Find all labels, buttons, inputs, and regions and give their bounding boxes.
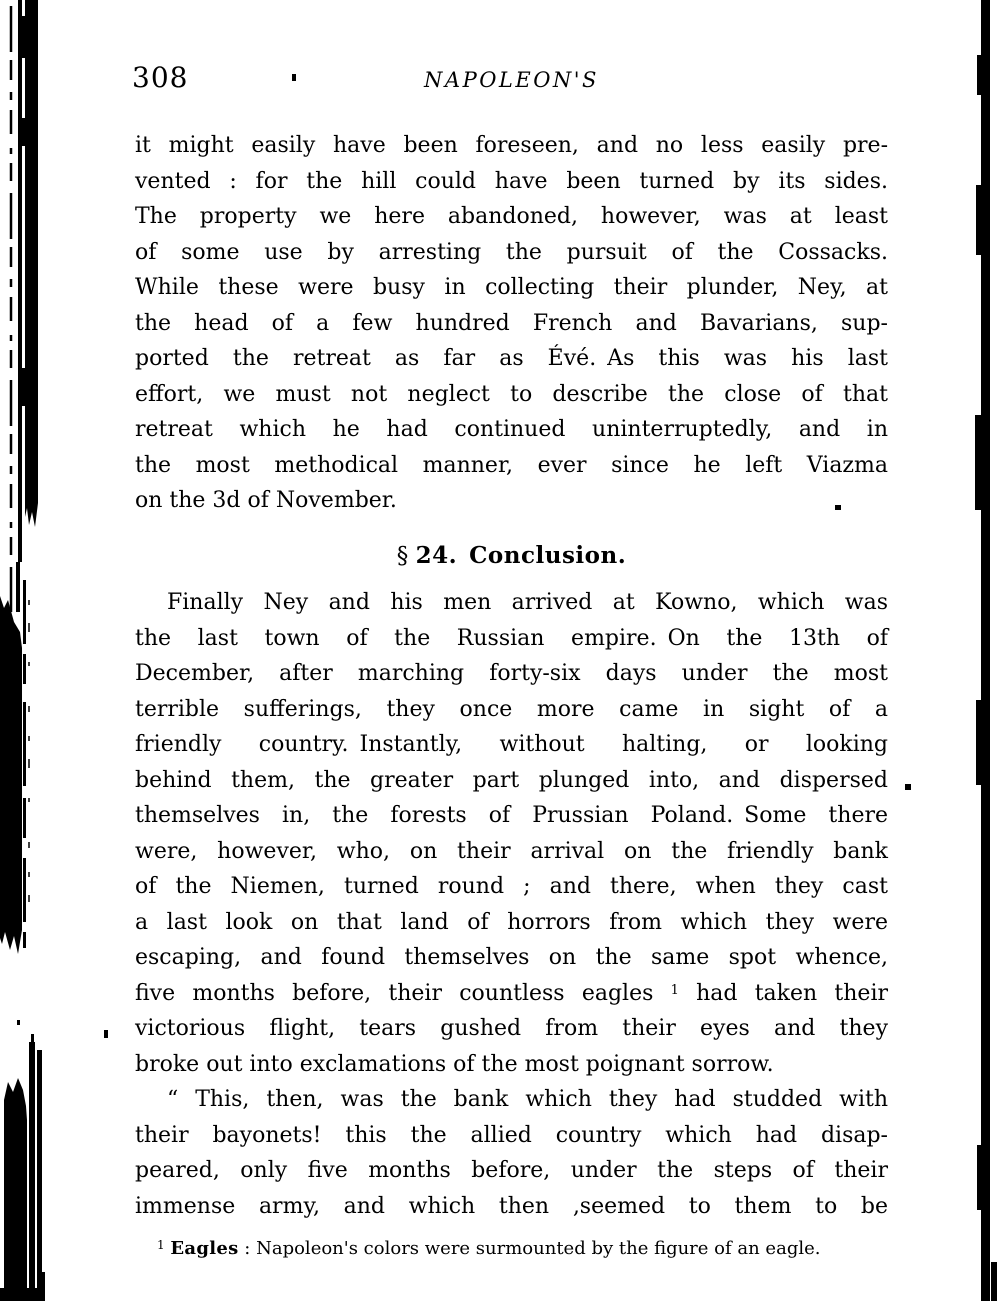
text-line: victorious flight, tears gushed from their eyes and they [135,1016,888,1041]
scan-speck [104,1030,108,1038]
footnote-separator: : [238,1238,257,1259]
text-line: Finally Ney and his men arrived at Kowno, which was [167,590,888,615]
text-line: broke out into exclamations of the most poignant sorrow. [135,1051,774,1077]
paragraph-3 [135,1082,888,1224]
scan-artifact-left-edge [0,0,55,1301]
section-title: 24. Conclusion. [415,542,627,569]
text-line: themselves in, the forests of Prussian Poland. Some there [135,803,888,828]
text-line: of some use by arresting the pursuit of the Cossacks. [135,239,888,265]
text-line: it might easily have been foreseen, and no less easily pre- [135,133,888,158]
running-header: NAPOLEON'S [424,68,599,92]
text-line: were, however, who, on their arrival on the friendly bank [135,838,888,864]
section-mark: § [396,543,409,569]
text-line: escaping, and found themselves on the same spot whence, [135,945,888,970]
text-line: a last look on that land of horrors from which they were [135,909,888,935]
page-number: 308 [132,61,189,94]
scan-artifact-right-edge [968,0,1000,1301]
text-segment: five months before, their countless eagles [135,980,671,1006]
text-line: the head of a few hundred French and Bavarians, sup- [135,310,888,336]
paragraph-1 [135,128,888,519]
text-line: of the Niemen, turned round ; and there, when they cast [135,874,888,899]
text-line: ported the retreat as far as Évé. As this was his last [135,346,888,371]
text-line: December, after marching forty-six days under the most [135,661,888,686]
section-heading [135,542,888,570]
text-line: While these were busy in collecting their plunder, Ney, at [135,275,888,300]
text-line: the most methodical manner, ever since he left Viazma [135,452,888,478]
footnote-term: Eagles [170,1238,239,1259]
footnote [135,1233,888,1261]
text-line: behind them, the greater part plunged into, and dispersed [135,767,888,793]
text-line: terrible sufferings, they once more came in sight of a [135,696,888,722]
footnote-text: Napoleon's colors were surmounted by the figure of an eagle. [256,1238,821,1259]
text-line: on the 3d of November. [135,488,397,513]
text-line: effort, we must not neglect to describe the close of that [135,381,888,407]
text-line: their bayonets! this the allied country which had disap- [135,1122,888,1148]
text-line: peared, only five months before, under the steps of their [135,1158,888,1183]
paragraph-2 [135,585,888,1082]
text-line: The property we here abandoned, however, was at least [135,204,888,229]
scan-speck [905,784,911,790]
text-line: friendly country. Instantly, without halting, or looking [135,732,888,757]
text-line: vented : for the hill could have been turned by its sides. [135,168,888,194]
text-line-with-footnote-ref [135,976,888,1012]
text-line: the last town of the Russian empire. On the 13th of [135,625,888,651]
footnote-reference: 1 [670,982,679,998]
text-line: retreat which he had continued uninterruptedly, and in [135,417,888,442]
text-line: immense army, and which then ‚seemed to them to be [135,1193,888,1219]
text-segment: had taken their [678,980,888,1006]
footnote-marker: 1 [157,1238,165,1252]
text-line: “ This, then, was the bank which they had studded with [167,1087,888,1112]
